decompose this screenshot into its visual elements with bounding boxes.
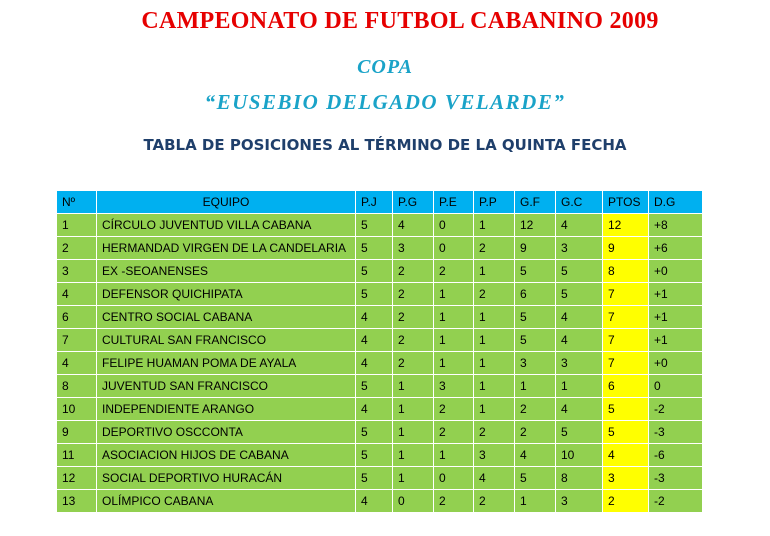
col-header-goals-against: G.C [556,191,603,214]
cell-lost: 1 [474,352,515,375]
cell-goals-for: 2 [515,421,556,444]
cup-name: “EUSEBIO DELGADO VELARDE” [204,90,566,114]
col-header-team: EQUIPO [97,191,356,214]
cell-goal-difference: -2 [649,398,703,421]
cell-drawn: 2 [434,490,474,513]
cell-goals-for: 12 [515,214,556,237]
cell-number: 3 [57,260,97,283]
cell-number: 13 [57,490,97,513]
cell-number: 11 [57,444,97,467]
cell-points: 2 [603,490,649,513]
col-header-number: Nº [57,191,97,214]
table-row [57,260,703,283]
cell-goal-difference: +6 [649,237,703,260]
cell-played: 4 [356,352,393,375]
cell-lost: 2 [474,283,515,306]
cell-goal-difference: -6 [649,444,703,467]
cell-goals-against: 3 [556,352,603,375]
table-row [57,214,703,237]
cell-number: 4 [57,283,97,306]
table-row [57,490,703,513]
col-header-lost: P.P [474,191,515,214]
cell-played: 5 [356,467,393,490]
cell-goals-against: 5 [556,260,603,283]
cell-drawn: 0 [434,467,474,490]
cell-played: 5 [356,444,393,467]
cell-goals-for: 9 [515,237,556,260]
cell-goals-for: 2 [515,398,556,421]
cell-number: 8 [57,375,97,398]
cell-goals-against: 4 [556,329,603,352]
cell-team: FELIPE HUAMAN POMA DE AYALA [97,352,356,375]
col-header-won: P.G [393,191,434,214]
cell-played: 4 [356,306,393,329]
cell-won: 1 [393,375,434,398]
cell-goals-against: 8 [556,467,603,490]
cell-goal-difference: -2 [649,490,703,513]
cell-won: 0 [393,490,434,513]
table-row [57,398,703,421]
standings-table [56,190,703,513]
cell-points: 7 [603,306,649,329]
cell-points: 9 [603,237,649,260]
cell-number: 2 [57,237,97,260]
cell-goal-difference: 0 [649,375,703,398]
cell-goals-for: 3 [515,352,556,375]
cell-drawn: 2 [434,260,474,283]
cell-goal-difference: -3 [649,421,703,444]
cell-team: OLÍMPICO CABANA [97,490,356,513]
cell-won: 2 [393,329,434,352]
cell-goals-for: 5 [515,467,556,490]
cell-goals-against: 10 [556,444,603,467]
table-row [57,467,703,490]
cell-team: CENTRO SOCIAL CABANA [97,306,356,329]
cell-lost: 1 [474,260,515,283]
cell-won: 3 [393,237,434,260]
cell-team: INDEPENDIENTE ARANGO [97,398,356,421]
cell-won: 4 [393,214,434,237]
cell-goals-for: 5 [515,329,556,352]
cell-points: 4 [603,444,649,467]
cell-goals-against: 4 [556,306,603,329]
cell-team: JUVENTUD SAN FRANCISCO [97,375,356,398]
cell-number: 4 [57,352,97,375]
cell-lost: 1 [474,398,515,421]
cell-played: 4 [356,329,393,352]
cell-goals-for: 4 [515,444,556,467]
cell-number: 7 [57,329,97,352]
cell-lost: 1 [474,329,515,352]
table-row [57,283,703,306]
cell-number: 12 [57,467,97,490]
cell-points: 3 [603,467,649,490]
cell-played: 5 [356,214,393,237]
cell-goals-for: 5 [515,260,556,283]
cell-goals-against: 4 [556,398,603,421]
cell-number: 10 [57,398,97,421]
cell-drawn: 2 [434,421,474,444]
cell-won: 1 [393,467,434,490]
cell-played: 5 [356,283,393,306]
cell-won: 1 [393,421,434,444]
cell-goal-difference: +0 [649,260,703,283]
cell-lost: 1 [474,214,515,237]
cell-lost: 4 [474,467,515,490]
header-row [57,191,703,214]
cell-played: 5 [356,421,393,444]
cell-goals-for: 5 [515,306,556,329]
cell-points: 7 [603,352,649,375]
cell-team: SOCIAL DEPORTIVO HURACÁN [97,467,356,490]
table-header [57,191,703,214]
cell-team: DEFENSOR QUICHIPATA [97,283,356,306]
table-row [57,375,703,398]
cell-won: 2 [393,283,434,306]
cell-played: 5 [356,237,393,260]
col-header-goal-difference: D.G [649,191,703,214]
table-body [57,214,703,513]
cell-goal-difference: +0 [649,352,703,375]
cell-goals-against: 1 [556,375,603,398]
table-row [57,237,703,260]
cell-lost: 2 [474,237,515,260]
cell-drawn: 0 [434,237,474,260]
cell-lost: 3 [474,444,515,467]
cell-played: 5 [356,375,393,398]
cell-number: 9 [57,421,97,444]
cell-goal-difference: +1 [649,329,703,352]
table-row [57,306,703,329]
cell-played: 4 [356,490,393,513]
col-header-drawn: P.E [434,191,474,214]
cell-team: HERMANDAD VIRGEN DE LA CANDELARIA [97,237,356,260]
cell-drawn: 1 [434,444,474,467]
cell-goals-for: 6 [515,283,556,306]
cell-goal-difference: +1 [649,306,703,329]
championship-title: CAMPEONATO DE FUTBOL CABANINO 2009 [141,8,659,34]
cell-drawn: 2 [434,398,474,421]
cell-team: CULTURAL SAN FRANCISCO [97,329,356,352]
cell-won: 2 [393,260,434,283]
table-row [57,444,703,467]
cell-points: 7 [603,283,649,306]
cell-goals-against: 4 [556,214,603,237]
cell-points: 6 [603,375,649,398]
cell-won: 2 [393,352,434,375]
cell-drawn: 0 [434,214,474,237]
cell-team: CÍRCULO JUVENTUD VILLA CABANA [97,214,356,237]
cell-goals-against: 5 [556,283,603,306]
cell-drawn: 1 [434,306,474,329]
cell-goal-difference: +8 [649,214,703,237]
col-header-played: P.J [356,191,393,214]
cell-lost: 1 [474,375,515,398]
cell-team: ASOCIACION HIJOS DE CABANA [97,444,356,467]
cell-team: EX -SEOANENSES [97,260,356,283]
cell-won: 2 [393,306,434,329]
cell-number: 6 [57,306,97,329]
cell-points: 12 [603,214,649,237]
cell-drawn: 1 [434,329,474,352]
cell-goal-difference: +1 [649,283,703,306]
cell-goals-against: 5 [556,421,603,444]
cell-goals-for: 1 [515,490,556,513]
col-header-points: PTOS [603,191,649,214]
cell-points: 5 [603,421,649,444]
col-header-goals-for: G.F [515,191,556,214]
cell-points: 8 [603,260,649,283]
cup-label: COPA [357,56,413,78]
cell-played: 5 [356,260,393,283]
cell-played: 4 [356,398,393,421]
cell-lost: 2 [474,490,515,513]
cell-goals-for: 1 [515,375,556,398]
cell-won: 1 [393,444,434,467]
table-row [57,421,703,444]
cell-lost: 2 [474,421,515,444]
cell-lost: 1 [474,306,515,329]
cell-won: 1 [393,398,434,421]
cell-drawn: 1 [434,352,474,375]
cell-goal-difference: -3 [649,467,703,490]
cell-drawn: 1 [434,283,474,306]
cell-points: 7 [603,329,649,352]
table-row [57,329,703,352]
cell-points: 5 [603,398,649,421]
cell-goals-against: 3 [556,490,603,513]
table-row [57,352,703,375]
standings-subtitle: TABLA DE POSICIONES AL TÉRMINO DE LA QUINTA FECHA [143,136,627,154]
cell-goals-against: 3 [556,237,603,260]
cell-number: 1 [57,214,97,237]
cell-drawn: 3 [434,375,474,398]
cell-team: DEPORTIVO OSCCONTA [97,421,356,444]
